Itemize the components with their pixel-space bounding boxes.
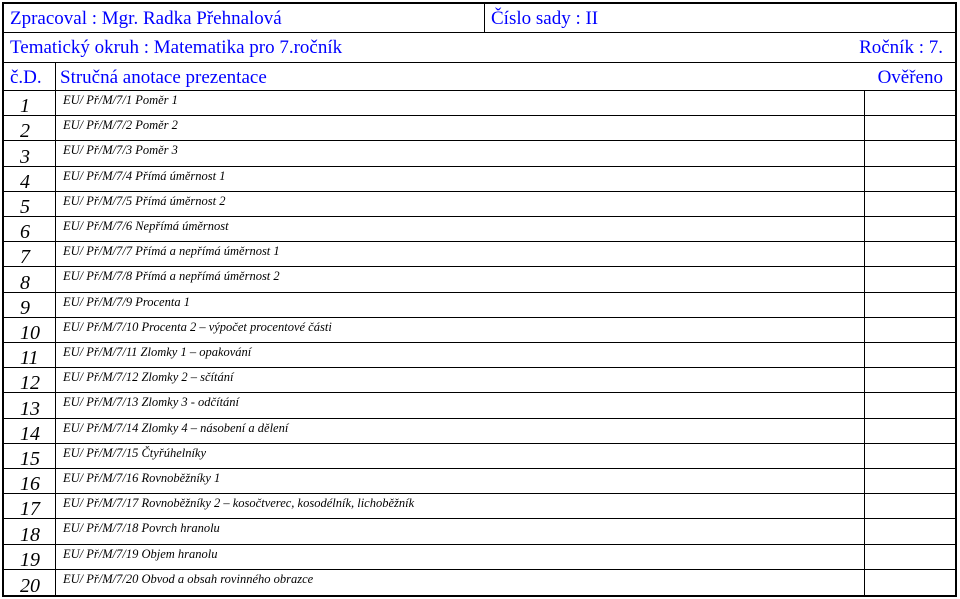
row-annotation: EU/ Př/M/7/6 Nepřímá úměrnost	[63, 219, 229, 233]
row-number: 19	[20, 548, 40, 571]
table-row	[4, 393, 955, 418]
set-number-label: Číslo sady : II	[491, 8, 599, 29]
table-row	[4, 293, 955, 318]
row-annotation: EU/ Př/M/7/3 Poměr 3	[63, 143, 178, 158]
table-row	[4, 419, 955, 444]
table-row	[4, 519, 955, 544]
row-number: 16	[20, 473, 40, 496]
col-annotation-header: Stručná anotace prezentace	[60, 67, 267, 88]
header-divider	[484, 4, 485, 33]
row-number: 2	[20, 120, 30, 143]
row-number: 10	[20, 321, 40, 344]
col-number-header: č.D.	[10, 67, 42, 88]
table-row	[4, 570, 955, 595]
row-annotation: EU/ Př/M/7/10 Procenta 2 – výpočet procentové části	[63, 319, 332, 334]
row-annotation: EU/ Př/M/7/16 Rovnoběžníky 1	[63, 471, 221, 485]
row-number: 15	[20, 447, 40, 470]
row-annotation: EU/ Př/M/7/8 Přímá a nepřímá úměrnost 2	[63, 269, 280, 284]
row-annotation: EU/ Př/M/7/5 Přímá úměrnost 2	[63, 193, 226, 208]
table-row	[4, 116, 955, 141]
header-row-topic	[4, 33, 955, 63]
table-row	[4, 192, 955, 217]
table-row	[4, 242, 955, 267]
row-number: 1	[20, 95, 30, 118]
row-annotation: EU/ Př/M/7/4 Přímá úměrnost 1	[63, 168, 226, 183]
verified-column-divider	[864, 91, 865, 595]
table-row	[4, 469, 955, 494]
table-row	[4, 318, 955, 343]
table-row	[4, 545, 955, 570]
author-label: Zpracoval : Mgr. Radka Přehnalová	[10, 8, 282, 29]
number-column-divider	[55, 63, 56, 595]
row-annotation: EU/ Př/M/7/9 Procenta 1	[63, 294, 190, 309]
table-row	[4, 91, 955, 116]
table-row	[4, 141, 955, 166]
row-annotation: EU/ Př/M/7/11 Zlomky 1 – opakování	[63, 345, 252, 359]
row-number: 11	[20, 347, 39, 370]
row-annotation: EU/ Př/M/7/1 Poměr 1	[63, 93, 178, 107]
row-number: 3	[20, 145, 30, 168]
table-row	[4, 167, 955, 192]
row-number: 8	[20, 271, 30, 294]
row-number: 5	[20, 195, 30, 218]
table-row	[4, 368, 955, 393]
row-annotation: EU/ Př/M/7/12 Zlomky 2 – sčítání	[63, 370, 234, 385]
row-number: 20	[20, 574, 40, 597]
row-annotation: EU/ Př/M/7/18 Povrch hranolu	[63, 521, 220, 536]
row-number: 12	[20, 372, 40, 395]
col-verified-header: Ověřeno	[877, 67, 943, 88]
row-number: 9	[20, 296, 30, 319]
row-number: 17	[20, 498, 40, 521]
row-annotation: EU/ Př/M/7/7 Přímá a nepřímá úměrnost 1	[63, 244, 280, 259]
row-number: 6	[20, 221, 30, 244]
row-annotation: EU/ Př/M/7/15 Čtyřúhelníky	[63, 445, 207, 460]
row-number: 4	[20, 170, 30, 193]
row-number: 13	[20, 397, 40, 420]
row-annotation: EU/ Př/M/7/17 Rovnoběžníky 2 – kosočtverec, kosodélník, lichoběžník	[63, 496, 415, 511]
row-number: 14	[20, 422, 40, 445]
topic-label: Tematický okruh : Matematika pro 7.ročník	[10, 37, 343, 58]
table-row	[4, 217, 955, 242]
table-row	[4, 444, 955, 469]
header-row-author	[4, 4, 955, 33]
table-row	[4, 494, 955, 519]
row-number: 7	[20, 246, 30, 269]
grade-label: Ročník : 7.	[859, 37, 943, 58]
table-row	[4, 267, 955, 292]
table-row	[4, 343, 955, 368]
row-annotation: EU/ Př/M/7/2 Poměr 2	[63, 118, 178, 133]
table-header-row	[4, 63, 955, 91]
row-annotation: EU/ Př/M/7/19 Objem hranolu	[63, 546, 218, 561]
annotation-table	[4, 91, 955, 595]
presentation-list-sheet	[2, 2, 957, 597]
row-annotation: EU/ Př/M/7/14 Zlomky 4 – násobení a dělení	[63, 420, 289, 435]
row-number: 18	[20, 523, 40, 546]
row-annotation: EU/ Př/M/7/20 Obvod a obsah rovinného obrazce	[63, 571, 314, 586]
row-annotation: EU/ Př/M/7/13 Zlomky 3 - odčítání	[63, 395, 240, 410]
